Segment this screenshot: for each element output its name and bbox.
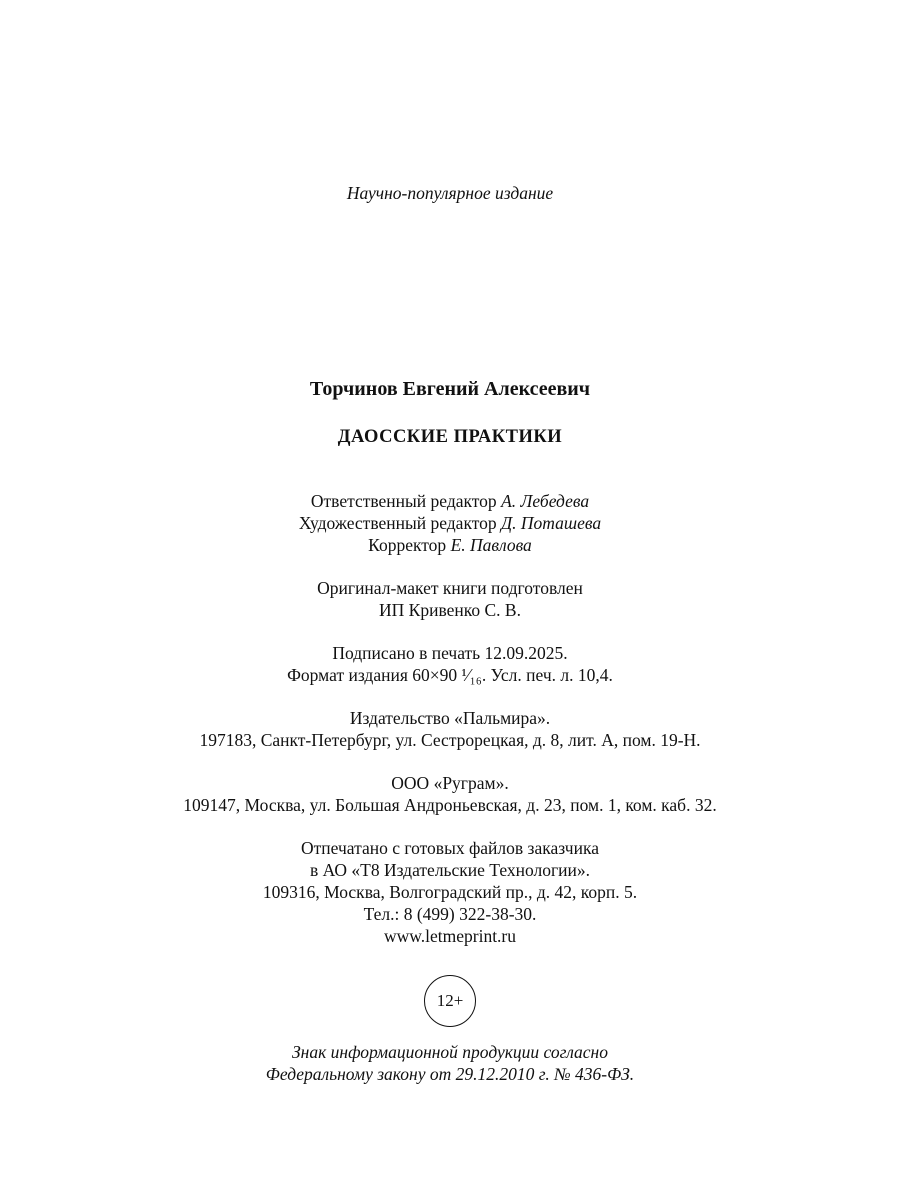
publisher-name: Издательство «Пальмира».	[349, 708, 551, 728]
layout-maker-name: ИП Кривенко С. В.	[379, 600, 521, 620]
print-date-line: Подписано в печать 12.09.2025.	[332, 643, 568, 663]
publisher-address: 197183, Санкт-Петербург, ул. Сестрорецкая, д. 8, лит. А, пом. 19-Н.	[199, 730, 701, 750]
printer-line: Отпечатано с готовых файлов заказчика	[301, 838, 599, 858]
distributor-name: ООО «Руграм».	[391, 773, 509, 793]
role-label: Корректор	[368, 535, 447, 555]
printer-address: 109316, Москва, Волгоградский пр., д. 42, корп. 5.	[262, 882, 638, 902]
format-line: Формат издания 60×90 ¹⁄₁₆. Усл. печ. л. 10,4.	[287, 665, 613, 685]
age-note-line: Федеральному закону от 29.12.2010 г. № 436-ФЗ.	[265, 1064, 635, 1084]
printer-website: www.letmeprint.ru	[383, 926, 517, 946]
print-info-block	[0, 642, 900, 686]
distributor-address: 109147, Москва, ул. Большая Андроньевская, д. 23, пом. 1, ком. каб. 32.	[183, 795, 717, 815]
layout-maker-line: Оригинал-макет книги подготовлен	[317, 578, 583, 598]
age-rating-badge: 12+	[424, 975, 476, 1027]
edition-type-label: Научно-популярное издание	[346, 183, 554, 203]
layout-maker-block	[0, 577, 900, 621]
role-label: Художественный редактор	[298, 513, 497, 533]
age-badge-wrap	[0, 975, 900, 1027]
printer-block	[0, 837, 900, 947]
printer-phone: Тел.: 8 (499) 322-38-30.	[363, 904, 537, 924]
staff-block	[0, 490, 900, 556]
role-label: Ответственный редактор	[310, 491, 497, 511]
staff-line-proofreader	[0, 534, 900, 556]
author-name: Торчинов Евгений Алексеевич	[309, 378, 591, 400]
book-title: ДАОССКИЕ ПРАКТИКИ	[337, 427, 563, 447]
printer-company: в АО «Т8 Издательские Технологии».	[309, 860, 591, 880]
age-note-block	[0, 1041, 900, 1085]
age-note-line: Знак информационной продукции согласно	[291, 1042, 608, 1062]
person-name: А. Лебедева	[501, 491, 590, 511]
staff-line-art-editor	[0, 512, 900, 534]
person-name: Е. Павлова	[450, 535, 532, 555]
distributor-block	[0, 772, 900, 816]
staff-line-editor	[0, 490, 900, 512]
person-name: Д. Поташева	[501, 513, 602, 533]
publisher-block	[0, 707, 900, 751]
